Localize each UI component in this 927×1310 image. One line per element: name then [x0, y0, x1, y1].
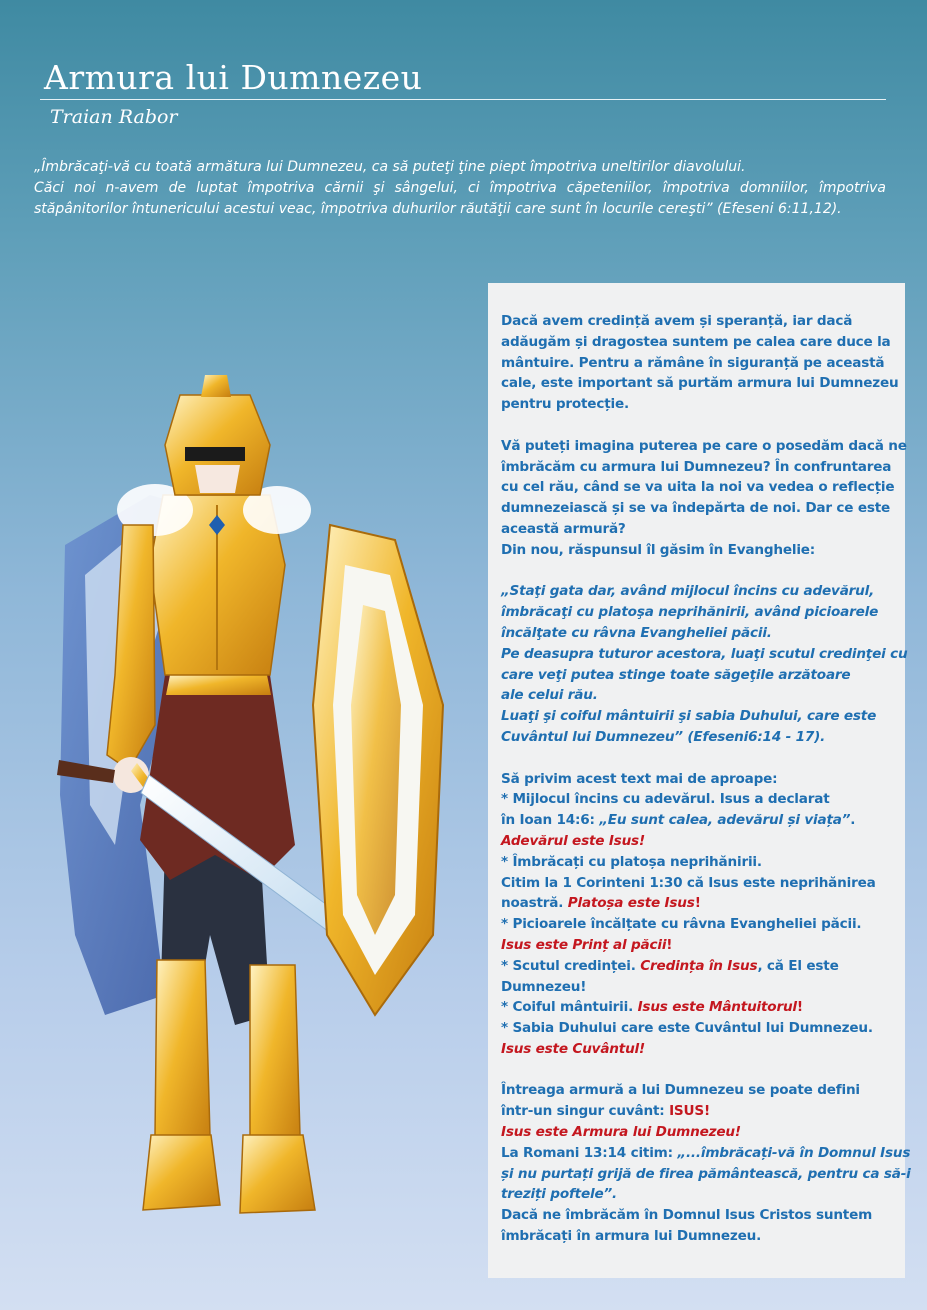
list-line-12: * Sabia Duhului care este Cuvântul lui Dumnezeu. — [501, 1020, 873, 1037]
p2-line-5: această armură? — [501, 520, 626, 537]
author-name: Traian Rabor — [50, 106, 178, 128]
closing-line-2 — [501, 1101, 899, 1122]
list-line-8b: ! — [666, 936, 673, 953]
quote-line-5: care veţi putea stinge toate săgeţile arzătoare — [501, 666, 851, 683]
article-text — [501, 311, 911, 1247]
list-line-5: Citim la 1 Corinteni 1:30 că Isus este neprihănirea — [501, 874, 876, 891]
p2-line-1: Vă puteți imagina puterea pe care o posedăm dacă ne — [501, 437, 907, 454]
list-line-6b: Platoșa este Isus — [567, 895, 695, 912]
list-line-2 — [501, 810, 899, 831]
p1-line-2: adăugăm și dragostea suntem pe calea care duce la — [501, 333, 891, 350]
list-line-4: * Îmbrăcați cu platoșa neprihănirii. — [501, 853, 762, 870]
closing-line-7: Dacă ne îmbrăcăm în Domnul Isus Cristos suntem — [501, 1207, 873, 1224]
quote-line-1: „Staţi gata dar, având mijlocul încins cu adevărul, — [501, 583, 875, 600]
quote-line-7: Luaţi şi coiful mântuirii şi sabia Duhului, care este — [501, 708, 877, 725]
quote-line-6: ale celui rău. — [501, 687, 598, 704]
quote-line-4: Pe deasupra tuturor acestora, luaţi scutul credinţei cu — [501, 645, 908, 662]
closing-line-4b: „...îmbrăcați-vă în Domnul Isus — [677, 1144, 911, 1161]
armored-knight-illustration — [45, 375, 475, 1255]
p1-line-3: mântuire. Pentru a rămâne în siguranță pe această — [501, 354, 885, 371]
list-line-8a: Isus este Prinț al păcii — [501, 936, 667, 953]
list-line-9a: * Scutul credinței. — [501, 957, 641, 974]
quote-line-8: Cuvântul lui Dumnezeu” (Efeseni6:14 - 17). — [501, 728, 826, 745]
list-line-3: Adevărul este Isus! — [501, 832, 645, 849]
p2-line-4: dumnezeiască și se va îndepărta de noi. Dar ce este — [501, 500, 891, 517]
list-line-11a: * Coiful mântuirii. — [501, 999, 638, 1016]
list-line-11 — [501, 997, 899, 1018]
list-line-1: * Mijlocul încins cu adevărul. Isus a declarat — [501, 791, 830, 808]
list-line-2a: în Ioan 14:6: — [501, 812, 600, 829]
closing-line-4 — [501, 1143, 911, 1164]
p2-line-6: Din nou, răspunsul îl găsim în Evanghelie: — [501, 541, 816, 558]
closing-line-6: treziți poftele”. — [501, 1186, 617, 1203]
quote-line-3: încălţate cu râvna Evangheliei păcii. — [501, 624, 772, 641]
p1-line-5: pentru protecție. — [501, 396, 629, 413]
page-title: Armura lui Dumnezeu — [44, 58, 423, 97]
list-line-7: * Picioarele încălțate cu râvna Evangheliei păcii. — [501, 916, 862, 933]
list-line-6c: ! — [694, 895, 701, 912]
closing-line-4a: La Romani 13:14 citim: — [501, 1144, 678, 1161]
closing-line-3: Isus este Armura lui Dumnezeu! — [501, 1124, 741, 1141]
closing-line-2b: ISUS! — [669, 1103, 710, 1120]
list-line-8 — [501, 935, 899, 956]
list-line-9c: , că El este — [757, 957, 839, 974]
list-line-10: Dumnezeu! — [501, 978, 587, 995]
p1-line-1: Dacă avem credință avem și speranță, iar dacă — [501, 313, 853, 329]
list-line-2b: „Eu sunt calea, adevărul și viața” — [599, 812, 851, 829]
list-line-13: Isus este Cuvântul! — [501, 1040, 646, 1057]
list-line-11c: ! — [796, 999, 803, 1016]
list-line-11b: Isus este Mântuitorul — [637, 999, 797, 1016]
p2-line-3: cu cel rău, când se va uita la noi va vedea o reflecție — [501, 479, 895, 496]
closing-line-1: Întreaga armură a lui Dumnezeu se poate defini — [501, 1082, 860, 1099]
list-line-2c: . — [850, 812, 856, 829]
closing-line-2a: într-un singur cuvânt: — [501, 1103, 670, 1120]
p1-line-4: cale, este important să purtăm armura lui Dumnezeu — [501, 375, 899, 392]
list-line-9b: Credința în Isus — [640, 957, 758, 974]
list-line-6a: noastră. — [501, 895, 568, 912]
quote-line-2: îmbrăcaţi cu platoşa neprihănirii, având picioarele — [501, 604, 879, 621]
p2-line-2: îmbrăcăm cu armura lui Dumnezeu? În confruntarea — [501, 458, 892, 475]
intro-line-1: „Îmbrăcaţi-vă cu toată armătura lui Dumnezeu, ca să puteţi ţine piept împotriva uneltirilor diavolului. — [34, 159, 746, 175]
title-rule — [40, 99, 886, 100]
list-line-6 — [501, 893, 899, 914]
closing-line-8: îmbrăcați în armura lui Dumnezeu. — [501, 1228, 762, 1245]
list-line-9 — [501, 956, 899, 977]
intro-quote — [34, 157, 886, 220]
closing-line-5: și nu purtați grijă de firea pământească, pentru ca să-i — [501, 1165, 911, 1182]
intro-line-2: Căci noi n-avem de luptat împotriva cărnii şi sângelui, ci împotriva căpeteniilor, împotriva domniilor, împotriva stăpânitorilor întunericului acestui veac, împotriva duhurilor răutăţii care sunt în locurile cereşti” (Efeseni 6:11,12). — [34, 180, 886, 217]
list-intro: Să privim acest text mai de aproape: — [501, 770, 778, 787]
